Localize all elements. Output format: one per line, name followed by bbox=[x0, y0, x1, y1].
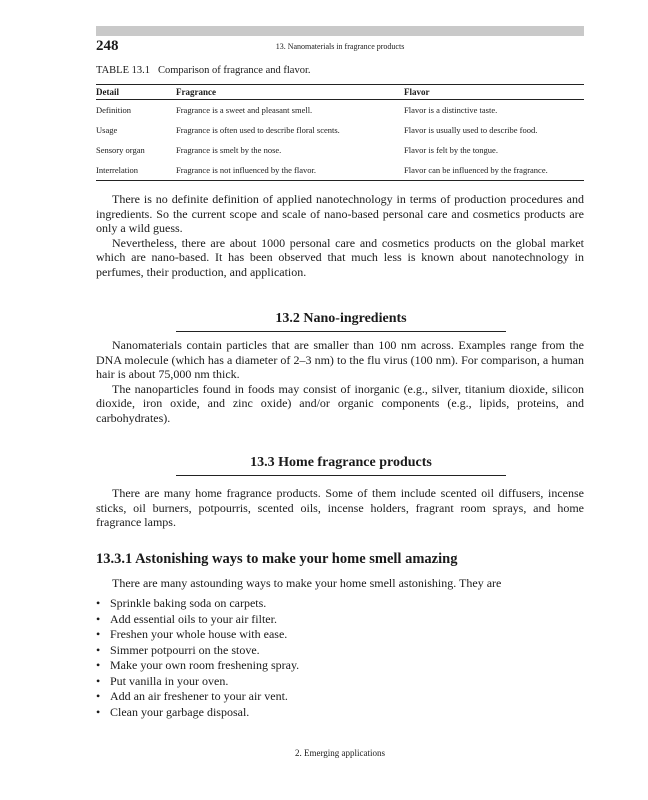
list-item: • Put vanilla in your oven. bbox=[96, 674, 299, 690]
table-cell: Flavor is felt by the tongue. bbox=[404, 145, 498, 155]
list-item: • Make your own room freshening spray. bbox=[96, 658, 299, 674]
section-heading-13-3: 13.3 Home fragrance products bbox=[176, 455, 506, 476]
list-item: • Simmer potpourri on the stove. bbox=[96, 643, 299, 659]
table-cell: Definition bbox=[96, 105, 131, 115]
table-row bbox=[96, 160, 584, 181]
page-number: 248 bbox=[96, 38, 119, 54]
intro-text bbox=[96, 192, 584, 279]
table-cell: Fragrance is not influenced by the flavor. bbox=[176, 160, 404, 181]
paragraph: There is no definite definition of applied nanotechnology in terms of production procedures and ingredients. So the current scope and scale of nano-based personal care and cosmetics products are only a wild guess. bbox=[96, 192, 584, 235]
paragraph: There are many home fragrance products. Some of them include scented oil diffusers, incense sticks, oil burners, potpourris, scented oils, incense holders, fragrant room sprays, and home fragrance lamps. bbox=[96, 486, 584, 529]
comparison-table bbox=[96, 84, 584, 181]
table-caption-text: Comparison of fragrance and flavor. bbox=[158, 65, 311, 76]
subsection-intro: There are many astounding ways to make your home smell astonishing. They are bbox=[112, 576, 502, 590]
tips-list bbox=[96, 596, 299, 720]
list-item: • Sprinkle baking soda on carpets. bbox=[96, 596, 299, 612]
section-heading-13-2: 13.2 Nano-ingredients bbox=[176, 311, 506, 332]
list-item: • Clean your garbage disposal. bbox=[96, 705, 299, 721]
table-cell: Fragrance is often used to describe floral scents. bbox=[176, 125, 340, 135]
table-cell: Flavor can be influenced by the fragrance. bbox=[404, 160, 584, 181]
table-cell: Interrelation bbox=[96, 160, 176, 181]
list-item: • Add an air freshener to your air vent. bbox=[96, 689, 299, 705]
table-cell: Fragrance is smelt by the nose. bbox=[176, 145, 282, 155]
section-13-2-text bbox=[96, 338, 584, 425]
subsection-heading-13-3-1: 13.3.1 Astonishing ways to make your home smell amazing bbox=[96, 551, 458, 567]
paragraph: Nevertheless, there are about 1000 personal care and cosmetics products on the global market which are nano-based. It has been observed that much less is known about nanotechnology in perfumes, their production, and application. bbox=[96, 235, 584, 279]
table-row bbox=[96, 100, 584, 121]
paragraph: Nanomaterials contain particles that are smaller than 100 nm across. Examples range from the DNA molecule (which has a diameter of 2–3 nm) to the flu virus (100 nm). For comparison, a human hair is about 75,000 nm thick. bbox=[96, 338, 584, 381]
page-footer: 2. Emerging applications bbox=[294, 748, 386, 758]
table-cell: Flavor is a distinctive taste. bbox=[404, 105, 498, 115]
section-13-3-text bbox=[96, 486, 584, 530]
table-label: TABLE 13.1 bbox=[96, 65, 150, 76]
table-cell: Sensory organ bbox=[96, 145, 145, 155]
list-item: • Freshen your whole house with ease. bbox=[96, 627, 299, 643]
table-header-row bbox=[96, 85, 584, 100]
table-cell: Fragrance is a sweet and pleasant smell. bbox=[176, 105, 313, 115]
list-item: • Add essential oils to your air filter. bbox=[96, 612, 299, 628]
table-row bbox=[96, 120, 584, 140]
paragraph: The nanoparticles found in foods may consist of inorganic (e.g., silver, titanium dioxide, silicon dioxide, iron oxide, and zinc oxide) and/or organic components (e.g., lipids, proteins, and carbohydrates). bbox=[96, 381, 584, 425]
table-caption bbox=[96, 65, 311, 76]
column-header: Detail bbox=[96, 85, 176, 100]
column-header: Fragrance bbox=[176, 85, 404, 100]
column-header: Flavor bbox=[404, 85, 584, 100]
table-cell: Flavor is usually used to describe food. bbox=[404, 125, 538, 135]
table-cell: Usage bbox=[96, 125, 118, 135]
table-row bbox=[96, 140, 584, 160]
running-head: 13. Nanomaterials in fragrance products bbox=[275, 42, 405, 51]
header-bar bbox=[96, 26, 584, 36]
